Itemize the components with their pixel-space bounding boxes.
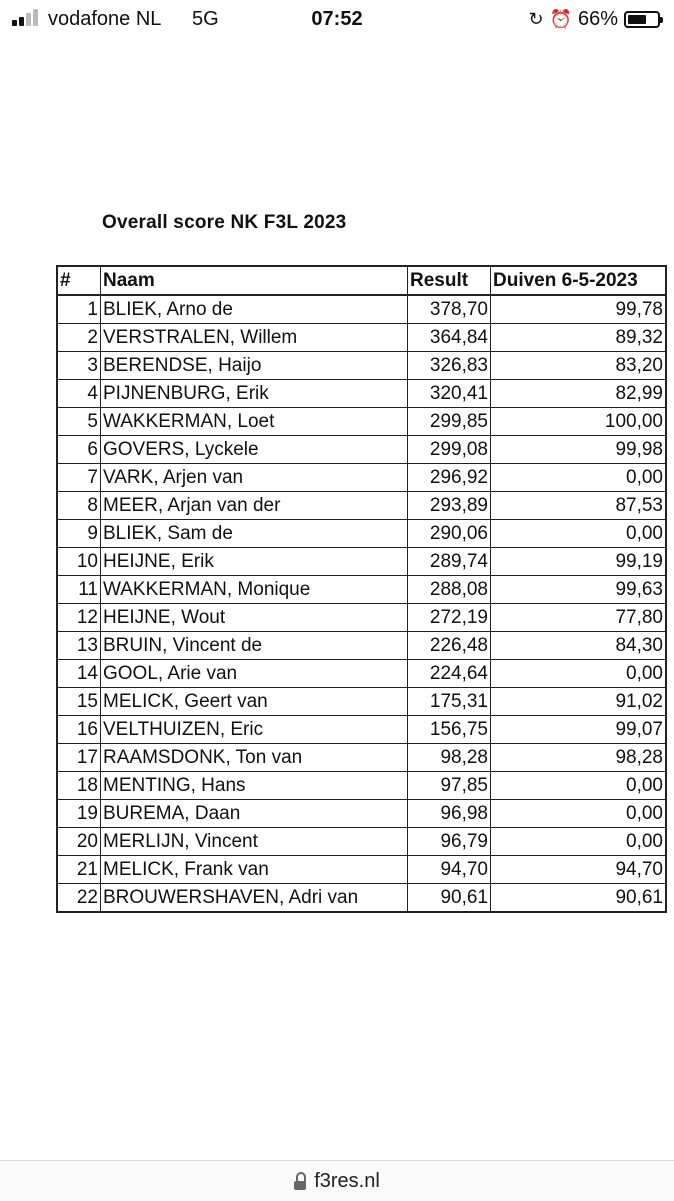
name-cell: BLIEK, Arno de bbox=[101, 295, 408, 324]
rank-cell: 4 bbox=[57, 380, 101, 408]
table-row bbox=[57, 716, 666, 744]
result-cell: 364,84 bbox=[408, 324, 491, 352]
table-row bbox=[57, 408, 666, 436]
name-cell: MENTING, Hans bbox=[101, 772, 408, 800]
name-cell: WAKKERMAN, Loet bbox=[101, 408, 408, 436]
header-duiven: Duiven 6-5-2023 bbox=[491, 266, 667, 295]
duiven-cell: 84,30 bbox=[491, 632, 667, 660]
duiven-cell: 99,19 bbox=[491, 548, 667, 576]
name-cell: GOOL, Arie van bbox=[101, 660, 408, 688]
table-row bbox=[57, 548, 666, 576]
rank-cell: 22 bbox=[57, 884, 101, 913]
name-cell: MELICK, Geert van bbox=[101, 688, 408, 716]
rank-cell: 5 bbox=[57, 408, 101, 436]
rank-cell: 9 bbox=[57, 520, 101, 548]
name-cell: RAAMSDONK, Ton van bbox=[101, 744, 408, 772]
duiven-cell: 87,53 bbox=[491, 492, 667, 520]
battery-icon bbox=[624, 11, 660, 28]
result-cell: 320,41 bbox=[408, 380, 491, 408]
result-cell: 299,85 bbox=[408, 408, 491, 436]
duiven-cell: 0,00 bbox=[491, 464, 667, 492]
rank-cell: 14 bbox=[57, 660, 101, 688]
header-result: Result bbox=[408, 266, 491, 295]
table-row bbox=[57, 632, 666, 660]
url-text[interactable]: f3res.nl bbox=[314, 1169, 380, 1192]
battery-percentage: 66% bbox=[577, 8, 618, 30]
rank-cell: 16 bbox=[57, 716, 101, 744]
status-right-group bbox=[528, 8, 660, 31]
rank-cell: 11 bbox=[57, 576, 101, 604]
result-cell: 96,79 bbox=[408, 828, 491, 856]
name-cell: BRUIN, Vincent de bbox=[101, 632, 408, 660]
duiven-cell: 0,00 bbox=[491, 800, 667, 828]
duiven-cell: 77,80 bbox=[491, 604, 667, 632]
duiven-cell: 100,00 bbox=[491, 408, 667, 436]
name-cell: PIJNENBURG, Erik bbox=[101, 380, 408, 408]
name-cell: MELICK, Frank van bbox=[101, 856, 408, 884]
result-cell: 272,19 bbox=[408, 604, 491, 632]
result-cell: 156,75 bbox=[408, 716, 491, 744]
result-cell: 96,98 bbox=[408, 800, 491, 828]
duiven-cell: 99,63 bbox=[491, 576, 667, 604]
name-cell: BUREMA, Daan bbox=[101, 800, 408, 828]
result-cell: 293,89 bbox=[408, 492, 491, 520]
result-cell: 94,70 bbox=[408, 856, 491, 884]
table-row bbox=[57, 660, 666, 688]
name-cell: BERENDSE, Haijo bbox=[101, 352, 408, 380]
result-cell: 299,08 bbox=[408, 436, 491, 464]
table-row bbox=[57, 604, 666, 632]
lock-icon bbox=[294, 1176, 306, 1190]
network-type: 5G bbox=[192, 8, 219, 30]
document-title: Overall score NK F3L 2023 bbox=[102, 212, 347, 233]
duiven-cell: 0,00 bbox=[491, 520, 667, 548]
rank-cell: 1 bbox=[57, 295, 101, 324]
scores-table bbox=[56, 265, 667, 913]
table-row bbox=[57, 828, 666, 856]
duiven-cell: 0,00 bbox=[491, 660, 667, 688]
table-row bbox=[57, 492, 666, 520]
alarm-icon: ⏰ bbox=[549, 9, 572, 29]
name-cell: MERLIJN, Vincent bbox=[101, 828, 408, 856]
table-row bbox=[57, 464, 666, 492]
carrier-name: vodafone NL bbox=[48, 8, 162, 30]
clock: 07:52 bbox=[311, 8, 363, 30]
duiven-cell: 82,99 bbox=[491, 380, 667, 408]
table-row bbox=[57, 520, 666, 548]
name-cell: GOVERS, Lyckele bbox=[101, 436, 408, 464]
table-row bbox=[57, 576, 666, 604]
duiven-cell: 99,98 bbox=[491, 436, 667, 464]
name-cell: BLIEK, Sam de bbox=[101, 520, 408, 548]
result-cell: 98,28 bbox=[408, 744, 491, 772]
rank-cell: 18 bbox=[57, 772, 101, 800]
rank-cell: 10 bbox=[57, 548, 101, 576]
duiven-cell: 0,00 bbox=[491, 772, 667, 800]
battery-level bbox=[628, 15, 646, 24]
name-cell: BROUWERSHAVEN, Adri van bbox=[101, 884, 408, 913]
rank-cell: 6 bbox=[57, 436, 101, 464]
result-cell: 296,92 bbox=[408, 464, 491, 492]
result-cell: 326,83 bbox=[408, 352, 491, 380]
table-row bbox=[57, 352, 666, 380]
rank-cell: 21 bbox=[57, 856, 101, 884]
name-cell: WAKKERMAN, Monique bbox=[101, 576, 408, 604]
name-cell: VELTHUIZEN, Eric bbox=[101, 716, 408, 744]
result-cell: 226,48 bbox=[408, 632, 491, 660]
table-row bbox=[57, 380, 666, 408]
name-cell: VERSTRALEN, Willem bbox=[101, 324, 408, 352]
table-row bbox=[57, 800, 666, 828]
rank-cell: 20 bbox=[57, 828, 101, 856]
table-row bbox=[57, 436, 666, 464]
rank-cell: 17 bbox=[57, 744, 101, 772]
result-cell: 175,31 bbox=[408, 688, 491, 716]
table-row bbox=[57, 856, 666, 884]
duiven-cell: 91,02 bbox=[491, 688, 667, 716]
duiven-cell: 89,32 bbox=[491, 324, 667, 352]
result-cell: 97,85 bbox=[408, 772, 491, 800]
rank-cell: 15 bbox=[57, 688, 101, 716]
rank-cell: 13 bbox=[57, 632, 101, 660]
rank-cell: 19 bbox=[57, 800, 101, 828]
name-cell: MEER, Arjan van der bbox=[101, 492, 408, 520]
table-row bbox=[57, 295, 666, 324]
table-row bbox=[57, 324, 666, 352]
duiven-cell: 94,70 bbox=[491, 856, 667, 884]
table-header-row bbox=[57, 266, 666, 295]
name-cell: VARK, Arjen van bbox=[101, 464, 408, 492]
orientation-lock-icon: ↻ bbox=[528, 9, 544, 29]
table-row bbox=[57, 772, 666, 800]
duiven-cell: 99,78 bbox=[491, 295, 667, 324]
table-row bbox=[57, 744, 666, 772]
result-cell: 90,61 bbox=[408, 884, 491, 913]
result-cell: 378,70 bbox=[408, 295, 491, 324]
name-cell: HEIJNE, Wout bbox=[101, 604, 408, 632]
header-rank: # bbox=[57, 266, 101, 295]
status-bar bbox=[0, 0, 674, 40]
rank-cell: 3 bbox=[57, 352, 101, 380]
duiven-cell: 83,20 bbox=[491, 352, 667, 380]
rank-cell: 7 bbox=[57, 464, 101, 492]
result-cell: 289,74 bbox=[408, 548, 491, 576]
duiven-cell: 90,61 bbox=[491, 884, 667, 913]
duiven-cell: 98,28 bbox=[491, 744, 667, 772]
name-cell: HEIJNE, Erik bbox=[101, 548, 408, 576]
rank-cell: 2 bbox=[57, 324, 101, 352]
table-row bbox=[57, 688, 666, 716]
result-cell: 224,64 bbox=[408, 660, 491, 688]
table-row bbox=[57, 884, 666, 913]
result-cell: 288,08 bbox=[408, 576, 491, 604]
duiven-cell: 99,07 bbox=[491, 716, 667, 744]
header-name: Naam bbox=[101, 266, 408, 295]
url-bar[interactable] bbox=[0, 1160, 674, 1201]
rank-cell: 8 bbox=[57, 492, 101, 520]
rank-cell: 12 bbox=[57, 604, 101, 632]
duiven-cell: 0,00 bbox=[491, 828, 667, 856]
result-cell: 290,06 bbox=[408, 520, 491, 548]
